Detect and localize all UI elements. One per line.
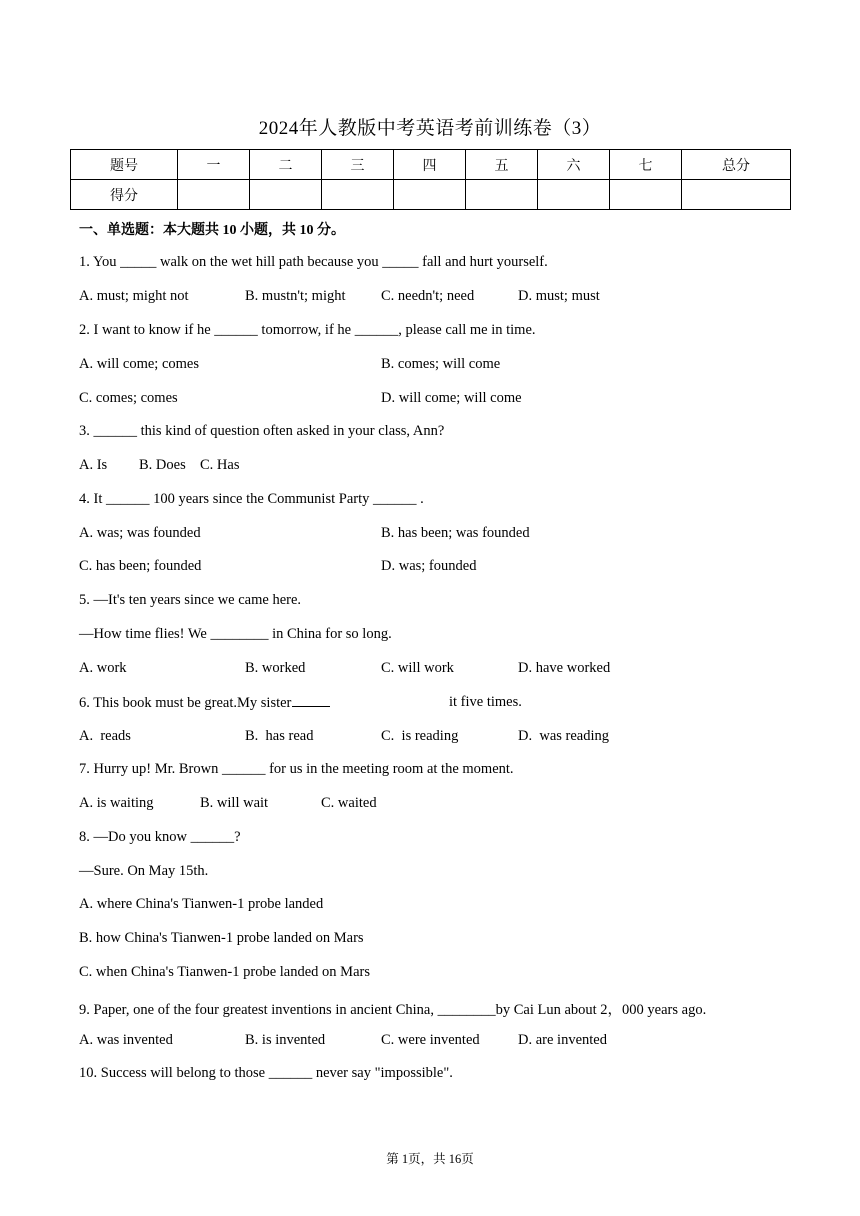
option-b: B. worked: [245, 660, 306, 676]
question-stem: 5. —It's ten years since we came here.: [79, 592, 302, 608]
question-stem: 1. You _____ walk on the wet hill path because you _____ fall and hurt yourself.: [79, 254, 548, 270]
option-a: A. reads: [79, 728, 131, 744]
option-d: D. was; founded: [381, 558, 477, 574]
question-stem-reply: —Sure. On May 15th.: [79, 863, 209, 879]
table-header-cell: 五: [466, 150, 538, 180]
question-stem: 9. Paper, one of the four greatest inventions in ancient China, ________by Cai Lun about 2，000 years ago.: [79, 1002, 707, 1018]
score-cell: [250, 180, 322, 210]
option-c: C. Has: [200, 457, 240, 473]
exam-title: 2024年人教版中考英语考前训练卷（3）: [258, 118, 602, 139]
score-table-score-row: [71, 180, 791, 210]
option-c: C. comes; comes: [79, 390, 178, 406]
option-a: A. will come; comes: [79, 356, 200, 372]
question-stem: 8. —Do you know ______?: [79, 829, 241, 845]
question-stem-reply: —How time flies! We ________ in China for so long.: [79, 626, 392, 642]
table-header-cell: 六: [538, 150, 610, 180]
score-cell: [394, 180, 466, 210]
table-header-cell: 二: [250, 150, 322, 180]
score-table: [70, 149, 791, 210]
option-a: A. where China's Tianwen-1 probe landed: [79, 896, 324, 912]
option-c: C. has been; founded: [79, 558, 202, 574]
table-header-cell: 三: [322, 150, 394, 180]
question-stem: 3. ______ this kind of question often asked in your class, Ann?: [79, 423, 445, 439]
option-b: B. is invented: [245, 1032, 326, 1048]
option-c: C. were invented: [381, 1032, 480, 1048]
question-stem: 2. I want to know if he ______ tomorrow, if he ______, please call me in time.: [79, 322, 536, 338]
option-d: D. have worked: [518, 660, 611, 676]
option-a: A. was invented: [79, 1032, 173, 1048]
table-header-cell: 题号: [71, 150, 178, 180]
score-table-header-row: [71, 150, 791, 180]
option-b: B. Does: [139, 457, 186, 473]
option-d: D. will come; will come: [381, 390, 522, 406]
option-a: A. work: [79, 660, 127, 676]
option-c: C. waited: [321, 795, 377, 811]
option-b: B. comes; will come: [381, 356, 501, 372]
score-row-label: 得分: [71, 180, 178, 210]
question-stem-part: it five times.: [449, 694, 522, 710]
page-footer: 第 1页，共 16页: [386, 1152, 474, 1166]
answer-blank: [292, 694, 330, 707]
option-c: C. needn't; need: [381, 288, 475, 304]
option-b: B. how China's Tianwen-1 probe landed on Mars: [79, 930, 364, 946]
score-cell: [322, 180, 394, 210]
option-b: B. mustn't; might: [245, 288, 346, 304]
section-heading: 一、单选题：本大题共 10 小题，共 10 分。: [79, 223, 345, 238]
option-a: A. must; might not: [79, 288, 189, 304]
option-b: B. will wait: [200, 795, 269, 811]
score-cell: [178, 180, 250, 210]
score-cell: [538, 180, 610, 210]
question-stem: 7. Hurry up! Mr. Brown ______ for us in the meeting room at the moment.: [79, 761, 514, 777]
score-cell: [466, 180, 538, 210]
option-c: C. will work: [381, 660, 454, 676]
question-stem: 4. It ______ 100 years since the Communist Party ______ .: [79, 491, 424, 507]
option-c: C. is reading: [381, 728, 459, 744]
table-header-cell: 一: [178, 150, 250, 180]
option-d: D. are invented: [518, 1032, 607, 1048]
question-stem: [79, 694, 330, 712]
table-header-cell: 总分: [682, 150, 791, 180]
score-cell: [610, 180, 682, 210]
option-b: B. has been; was founded: [381, 525, 530, 541]
question-stem-part: 6. This book must be great.My sister: [79, 695, 292, 711]
option-c: C. when China's Tianwen-1 probe landed on Mars: [79, 964, 370, 980]
score-cell: [682, 180, 791, 210]
table-header-cell: 四: [394, 150, 466, 180]
option-d: D. must; must: [518, 288, 600, 304]
question-stem: 10. Success will belong to those ______ never say "impossible".: [79, 1065, 453, 1081]
table-header-cell: 七: [610, 150, 682, 180]
option-a: A. was; was founded: [79, 525, 201, 541]
option-a: A. Is: [79, 457, 108, 473]
option-b: B. has read: [245, 728, 314, 744]
option-a: A. is waiting: [79, 795, 154, 811]
option-d: D. was reading: [518, 728, 610, 744]
